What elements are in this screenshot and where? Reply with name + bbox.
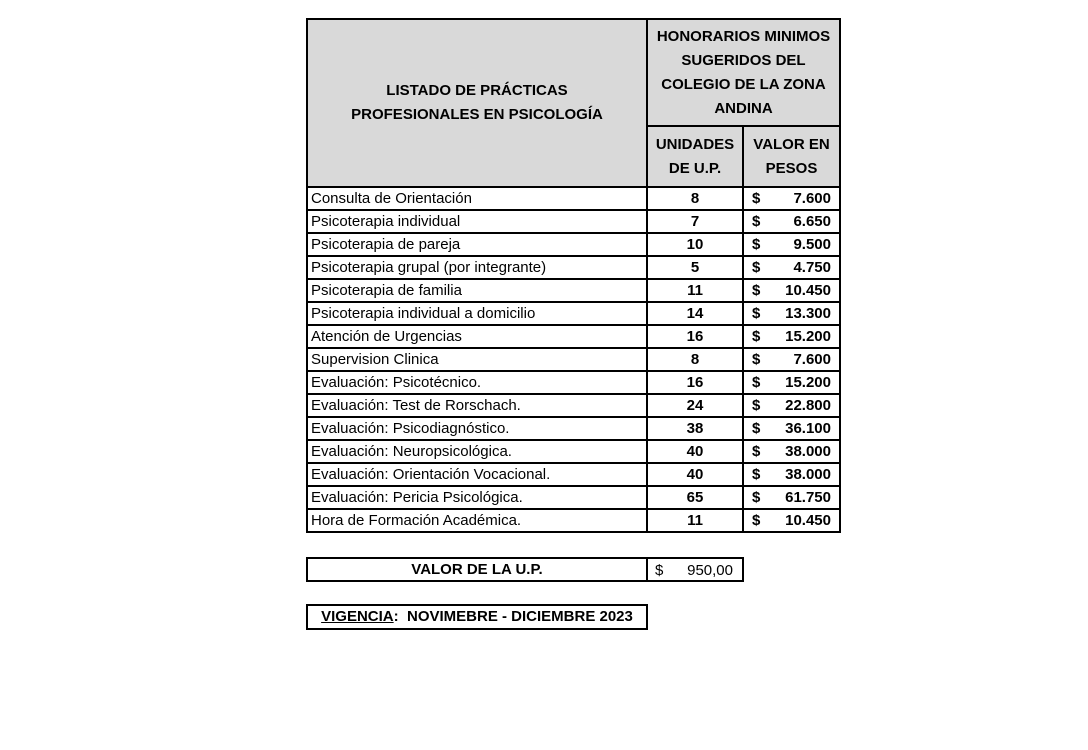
practice-units: 8 — [647, 348, 743, 371]
validity-period: NOVIMEBRE - DICIEMBRE 2023 — [406, 608, 633, 625]
practice-name: Evaluación: Psicotécnico. — [307, 371, 647, 394]
currency-symbol: $ — [752, 466, 761, 483]
currency-symbol: $ — [752, 397, 761, 414]
practice-value-amount: 15.200 — [785, 328, 831, 345]
currency-symbol: $ — [752, 305, 761, 322]
practice-units: 40 — [647, 463, 743, 486]
practices-header — [307, 19, 647, 187]
currency-symbol: $ — [752, 236, 761, 253]
practice-units: 14 — [647, 302, 743, 325]
practice-value-amount: 36.100 — [785, 420, 831, 437]
practice-value-amount: 38.000 — [785, 443, 831, 460]
practice-units: 16 — [647, 325, 743, 348]
practice-name: Hora de Formación Académica. — [307, 509, 647, 532]
practice-value-amount: 38.000 — [785, 466, 831, 483]
practice-value-amount: 10.450 — [785, 512, 831, 529]
practice-value — [743, 348, 840, 371]
practice-units: 65 — [647, 486, 743, 509]
validity-box — [306, 604, 648, 630]
up-value-box — [306, 557, 744, 582]
table-row — [307, 210, 840, 233]
practice-value-amount: 9.500 — [793, 236, 831, 253]
currency-symbol: $ — [752, 443, 761, 460]
practice-units: 10 — [647, 233, 743, 256]
practice-name: Psicoterapia de pareja — [307, 233, 647, 256]
practice-name: Psicoterapia grupal (por integrante) — [307, 256, 647, 279]
practice-value-amount: 15.200 — [785, 374, 831, 391]
practice-units: 38 — [647, 417, 743, 440]
practice-units: 7 — [647, 210, 743, 233]
practice-units: 16 — [647, 371, 743, 394]
practice-value — [743, 279, 840, 302]
table-row — [307, 302, 840, 325]
practice-value-amount: 6.650 — [793, 213, 831, 230]
practice-units: 24 — [647, 394, 743, 417]
table-row — [307, 233, 840, 256]
currency-symbol: $ — [752, 420, 761, 437]
practice-value-amount: 61.750 — [785, 489, 831, 506]
practice-value — [743, 509, 840, 532]
practice-value — [743, 394, 840, 417]
validity-separator: : — [393, 608, 399, 625]
practices-header-text: LISTADO DE PRÁCTICAS PROFESIONALES EN PSICOLOGÍA — [351, 82, 603, 123]
currency-symbol: $ — [752, 374, 761, 391]
practice-units: 8 — [647, 187, 743, 210]
practice-value — [743, 417, 840, 440]
validity-label: VIGENCIA — [321, 608, 394, 625]
table-row — [307, 394, 840, 417]
practice-name: Evaluación: Neuropsicológica. — [307, 440, 647, 463]
practice-value — [743, 371, 840, 394]
table-row — [307, 417, 840, 440]
table-row — [307, 463, 840, 486]
practice-units: 11 — [647, 279, 743, 302]
practice-value — [743, 463, 840, 486]
units-header: UNIDADES DE U.P. — [647, 126, 743, 187]
value-header: VALOR EN PESOS — [743, 126, 840, 187]
table-row — [307, 509, 840, 532]
practice-name: Evaluación: Psicodiagnóstico. — [307, 417, 647, 440]
practice-value-amount: 7.600 — [793, 351, 831, 368]
table-row — [307, 256, 840, 279]
practice-value-amount: 22.800 — [785, 397, 831, 414]
practice-name: Psicoterapia de familia — [307, 279, 647, 302]
up-value-amount: 950,00 — [687, 562, 733, 579]
currency-symbol: $ — [752, 328, 761, 345]
table-row — [307, 371, 840, 394]
currency-symbol: $ — [752, 489, 761, 506]
practice-value — [743, 486, 840, 509]
up-value-label: VALOR DE LA U.P. — [307, 558, 647, 581]
currency-symbol: $ — [752, 213, 761, 230]
currency-symbol: $ — [655, 562, 664, 579]
practice-value — [743, 325, 840, 348]
practice-value-amount: 13.300 — [785, 305, 831, 322]
currency-symbol: $ — [752, 351, 761, 368]
table-row — [307, 325, 840, 348]
fees-table — [306, 18, 841, 533]
practice-name: Supervision Clinica — [307, 348, 647, 371]
practice-name: Consulta de Orientación — [307, 187, 647, 210]
practice-name: Psicoterapia individual a domicilio — [307, 302, 647, 325]
practice-value-amount: 7.600 — [793, 190, 831, 207]
practice-name: Evaluación: Orientación Vocacional. — [307, 463, 647, 486]
table-row — [307, 486, 840, 509]
practice-value — [743, 302, 840, 325]
practice-value-amount: 4.750 — [793, 259, 831, 276]
fees-header — [647, 19, 840, 126]
practice-value — [743, 233, 840, 256]
table-row — [307, 187, 840, 210]
currency-symbol: $ — [752, 190, 761, 207]
practice-value — [743, 256, 840, 279]
table-row — [307, 348, 840, 371]
fees-header-text: HONORARIOS MINIMOS SUGERIDOS DEL COLEGIO DE LA ZONA ANDINA — [656, 27, 831, 117]
table-row — [307, 279, 840, 302]
practice-name: Atención de Urgencias — [307, 325, 647, 348]
table-row — [307, 440, 840, 463]
practice-name: Psicoterapia individual — [307, 210, 647, 233]
practice-value — [743, 440, 840, 463]
currency-symbol: $ — [752, 259, 761, 276]
practice-value — [743, 187, 840, 210]
currency-symbol: $ — [752, 282, 761, 299]
up-value-cell — [647, 558, 743, 581]
currency-symbol: $ — [752, 512, 761, 529]
practice-value-amount: 10.450 — [785, 282, 831, 299]
practice-name: Evaluación: Pericia Psicológica. — [307, 486, 647, 509]
practice-name: Evaluación: Test de Rorschach. — [307, 394, 647, 417]
practice-value — [743, 210, 840, 233]
practice-units: 40 — [647, 440, 743, 463]
fees-body — [307, 187, 840, 532]
practice-units: 11 — [647, 509, 743, 532]
practice-units: 5 — [647, 256, 743, 279]
